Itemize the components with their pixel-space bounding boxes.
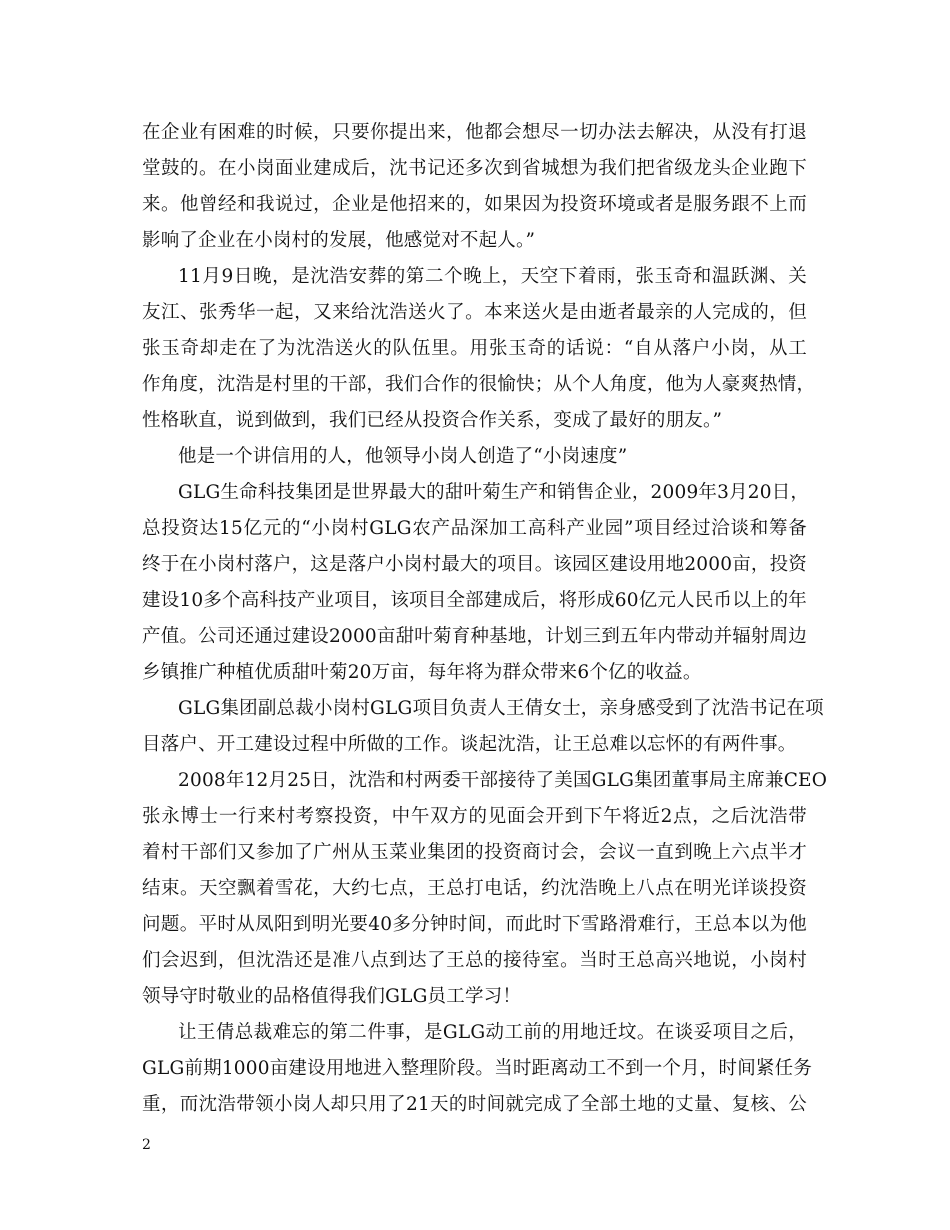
text-line: 来。他曾经和我说过，企业是他招来的，如果因为投资环境或者是服务跟不上而: [142, 194, 807, 215]
text-line: 问题。平时从凤阳到明光要40多分钟时间，而此时下雪路滑难行，王总本以为他: [142, 914, 807, 935]
text-line: 友江、张秀华一起，又来给沈浩送火了。本来送火是由逝者最亲的人完成的，但: [142, 302, 807, 323]
text-line: 重，而沈浩带领小岗人却只用了21天的时间就完成了全部土地的丈量、复核、公: [142, 1094, 807, 1115]
page-number: 2: [142, 1137, 151, 1153]
text-line: GLG前期1000亩建设用地进入整理阶段。当时距离动工不到一个月，时间紧任务: [142, 1058, 813, 1079]
section-heading: 他是一个讲信用的人，他领导小岗人创造了“小岗速度”: [178, 446, 628, 467]
text-line: 张永博士一行来村考察投资，中午双方的见面会开到下午将近2点，之后沈浩带: [142, 806, 807, 827]
text-line: 性格耿直，说到做到，我们已经从投资合作关系，变成了最好的朋友。”: [142, 410, 723, 431]
text-line: 张玉奇却走在了为沈浩送火的队伍里。用张玉奇的话说：“自从落户小岗，从工: [142, 338, 807, 359]
text-line: 11月9日晚，是沈浩安葬的第二个晚上，天空下着雨，张玉奇和温跃渊、关: [178, 266, 807, 287]
text-line: 结束。天空飘着雪花，大约七点，王总打电话，约沈浩晚上八点在明光详谈投资: [142, 878, 807, 899]
text-line: 总投资达15亿元的“小岗村GLG农产品深加工高科产业园”项目经过洽谈和筹备: [142, 518, 807, 539]
text-line: 们会迟到，但沈浩还是准八点到达了王总的接待室。当时王总高兴地说，小岗村: [142, 950, 807, 971]
text-line: 在企业有困难的时候，只要你提出来，他都会想尽一切办法去解决，从没有打退: [142, 122, 807, 143]
text-line: GLG生命科技集团是世界最大的甜叶菊生产和销售企业，2009年3月20日，: [178, 482, 810, 503]
text-line: 作角度，沈浩是村里的干部，我们合作的很愉快；从个人角度，他为人豪爽热情，: [142, 374, 816, 395]
text-line: 影响了企业在小岗村的发展，他感觉对不起人。”: [142, 230, 536, 251]
text-line: 终于在小岗村落户，这是落户小岗村最大的项目。该园区建设用地2000亩，投资: [142, 554, 807, 575]
text-line: 领导守时敬业的品格值得我们GLG员工学习！: [142, 986, 522, 1007]
text-line: 让王倩总裁难忘的第二件事，是GLG动工前的用地迁坟。在谈妥项目之后，: [178, 1022, 807, 1043]
text-line: 2008年12月25日，沈浩和村两委干部接待了美国GLG集团董事局主席兼CEO: [178, 770, 828, 791]
text-line: 建设10多个高科技产业项目，该项目全部建成后，将形成60亿元人民币以上的年: [142, 590, 807, 611]
text-line: 乡镇推广种植优质甜叶菊20万亩，每年将为群众带来6个亿的收益。: [142, 662, 702, 683]
text-line: 着村干部们又参加了广州从玉菜业集团的投资商讨会，会议一直到晚上六点半才: [142, 842, 807, 863]
text-line: 目落户、开工建设过程中所做的工作。谈起沈浩，让王总难以忘怀的有两件事。: [142, 734, 797, 755]
text-line: 产值。公司还通过建设2000亩甜叶菊育种基地，计划三到五年内带动并辐射周边: [142, 626, 807, 647]
text-line: 堂鼓的。在小岗面业建成后，沈书记还多次到省城想为我们把省级龙头企业跑下: [142, 158, 807, 179]
text-line: GLG集团副总裁小岗村GLG项目负责人王倩女士，亲身感受到了沈浩书记在项: [178, 698, 824, 719]
